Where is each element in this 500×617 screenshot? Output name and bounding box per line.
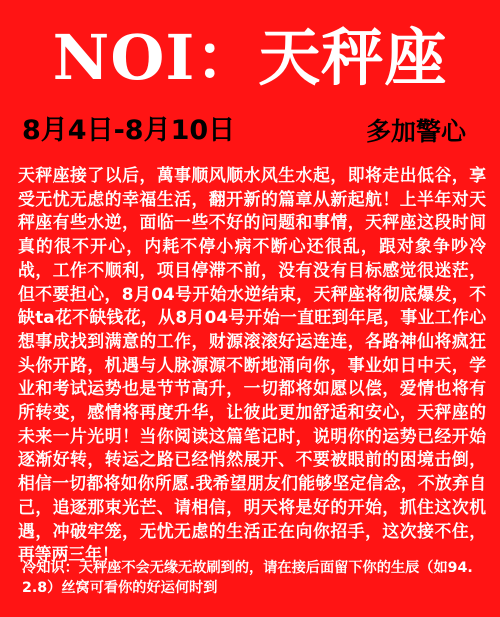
poster-title: NOI：天秤座 <box>52 21 448 94</box>
horoscope-body: 天秤座接了以后，萬事顺风顺水风生水起，即将走出低谷，享受无忧无虑的幸福生活，翻开新的篇章从新起航！上半年对天秤座有些水逆，面临一些不好的问题和事情，天秤座这段时间真的很不开心，内耗不停小病不断心还很乱，跟对象争吵冷战，工作不顺利，项目停滞不前，没有没有目标感觉很迷茫，但不要担心，8月04号开始水逆结束，天秤座将彻底爆发，不缺ta花不缺钱花，从8月04号开始一直旺到年尾，事业工作心想事成找到满意的工作，财源滚滚好运连连，各路神仙将疯狂头你开路，机遇与人脉源源不断地涌向你，事业如日中天，学业和考试运势也是节节高升，一切都将如愿以偿，爱情也将有所转变，感情将再度升华，让彼此更加舒适和安心，天秤座的未来一片光明！当你阅读这篇笔记时，说明你的运势已经开始逐渐好转，转运之路已经悄然展开、不要被眼前的困境击倒，相信一切都将如你所愿.我希望朋友们能够坚定信念，不放弃自己，追逐那束光芒、请相信，明天将是好的开始，抓住这次机遇，冲破牢笼，无忧无虑的生活正在向你招手，这次接不住，再等两三年！ <box>18 165 486 565</box>
trivia-note: 冷知识：天秤座不会无缘无故刷到的，请在接后面留下你的生辰（如94.2.8）丝窝可看你的好运何时到 <box>22 560 473 596</box>
date-range: 8月4日-8月10日 <box>22 115 236 146</box>
warning-text: 多加警心 <box>366 117 467 146</box>
